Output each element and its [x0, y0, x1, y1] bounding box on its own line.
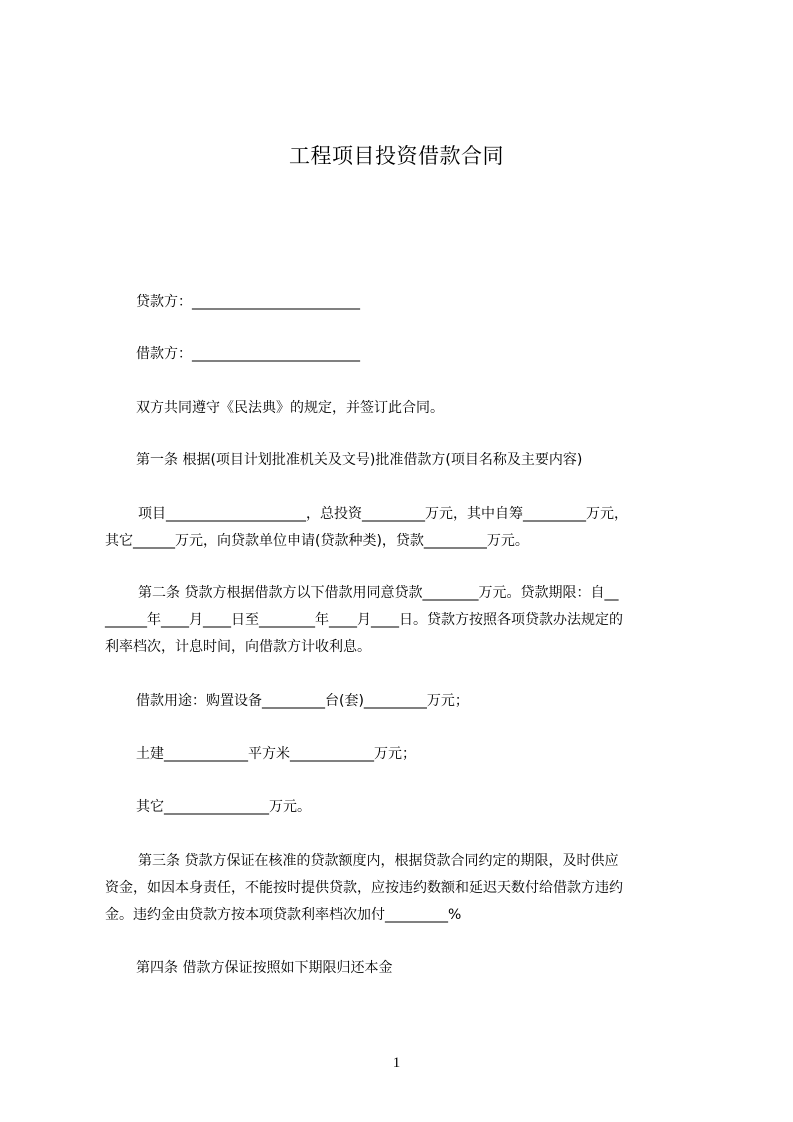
article-4-heading: 第四条 借款方保证按照如下期限归还本金: [136, 960, 393, 976]
article-1-line-2: 其它______万元，向贷款单位申请(贷款种类)，贷款_________万元。: [105, 533, 529, 549]
document-title: 工程项目投资借款合同: [289, 144, 504, 168]
use-other: 其它_______________万元。: [136, 799, 311, 815]
use-equipment: 借款用途：购置设备_________台(套)_________万元；: [136, 693, 469, 709]
article-1-line-1: 项目____________________，总投资_________万元，其中自筹_________万元，: [138, 506, 628, 522]
article-3-line-1: 第三条 贷款方保证在核准的贷款额度内，根据贷款合同约定的期限，及时供应: [138, 853, 619, 869]
article-1-heading: 第一条 根据(项目计划批准机关及文号)批准借款方(项目名称及主要内容): [136, 452, 583, 468]
article-2-line-1: 第二条 贷款方根据借款方以下借款用同意贷款________万元。贷款期限：自__: [138, 585, 619, 601]
article-3-line-3: 金。违约金由贷款方按本项贷款利率档次加付_________%: [105, 907, 462, 923]
preamble: 双方共同遵守《民法典》的规定，并签订此合同。: [136, 400, 444, 416]
borrower-line: 借款方：________________________: [136, 346, 360, 362]
article-2-line-3: 利率档次，计息时间，向借款方计收利息。: [105, 639, 371, 655]
use-civil: 土建____________平方米____________万元；: [136, 746, 416, 762]
page-number: 1: [392, 1055, 401, 1071]
lender-line: 贷款方：________________________: [136, 294, 360, 310]
article-3-line-2: 资金，如因本身责任，不能按时提供贷款，应按违约数额和延迟天数付给借款方违约: [105, 880, 623, 896]
article-2-line-2: ______年____月____日至________年____月____日。贷款方按照各项贷款办法规定的: [105, 612, 623, 628]
